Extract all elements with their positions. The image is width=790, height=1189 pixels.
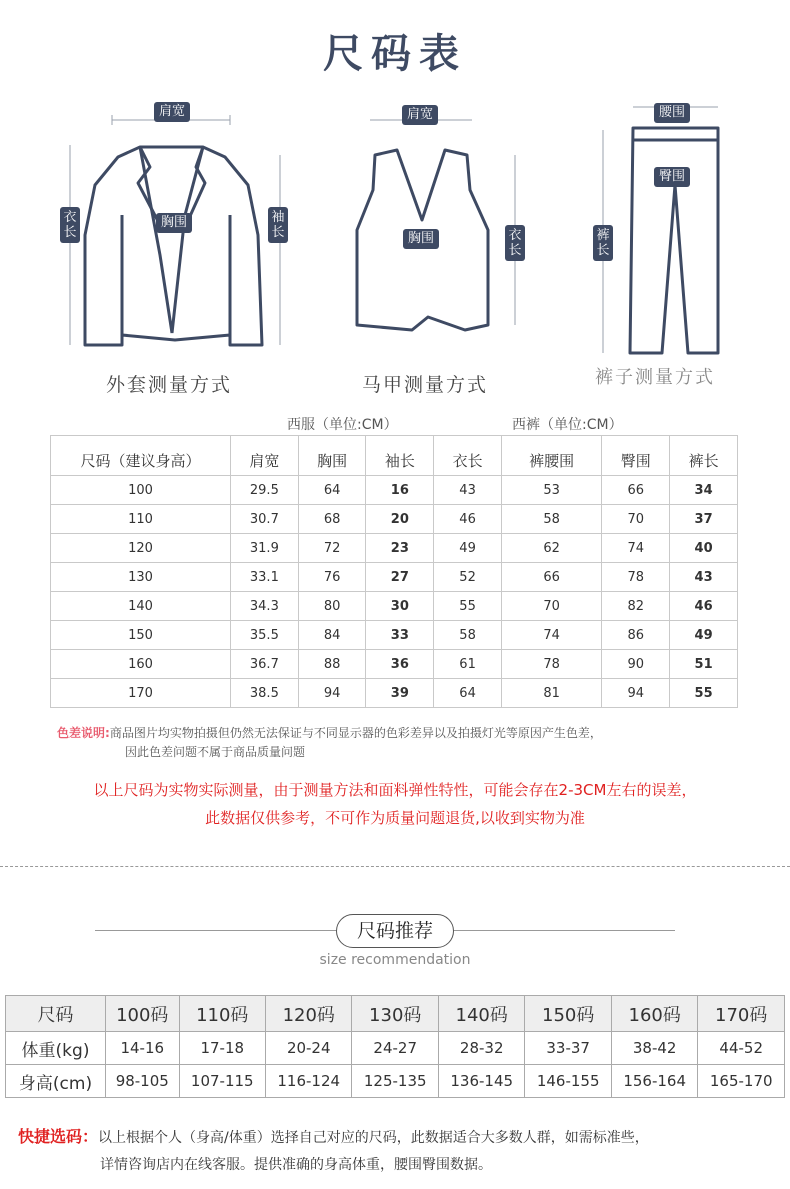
- jacket-chest-tag: 胸围: [156, 213, 192, 233]
- table-cell: 110: [51, 505, 231, 534]
- table-cell: 27: [366, 563, 434, 592]
- table-cell: 120码: [266, 996, 352, 1032]
- table-cell: 28-32: [438, 1032, 524, 1065]
- table-cell: 30.7: [231, 505, 299, 534]
- table-cell: 34: [670, 476, 738, 505]
- table-cell: 70: [501, 592, 602, 621]
- quick-label: 快捷选码：: [18, 1127, 99, 1146]
- table-cell: 110码: [179, 996, 265, 1032]
- table-cell: 17-18: [179, 1032, 265, 1065]
- suit-unit-note: 西服（单位:CM）: [287, 417, 398, 433]
- table-cell: 58: [434, 621, 502, 650]
- vest-chest-tag: 胸围: [403, 229, 439, 249]
- quick-line1: 以上根据个人（身高/体重）选择自己对应的尺码，此数据适合大多数人群，如需标准些，: [98, 1130, 649, 1146]
- table-cell: 20: [366, 505, 434, 534]
- table-cell: 33.1: [231, 563, 299, 592]
- table-cell: 72: [298, 534, 366, 563]
- garment-illustrations: [0, 95, 790, 395]
- table-cell: 170码: [698, 996, 785, 1032]
- pants-length-tag: 裤长: [593, 225, 613, 261]
- table-cell: 107-115: [179, 1065, 265, 1098]
- table-cell: 146-155: [525, 1065, 611, 1098]
- table-cell: 100码: [106, 996, 180, 1032]
- table-cell: 90: [602, 650, 670, 679]
- measurement-disclaimer: [0, 776, 790, 832]
- table-cell: 170: [51, 679, 231, 708]
- table-cell: 39: [366, 679, 434, 708]
- table-cell: 体重(kg): [6, 1032, 106, 1065]
- disclaimer-line2: 此数据仅供参考，不可作为质量问题退货,以收到实物为准: [205, 809, 585, 827]
- table-cell: 74: [602, 534, 670, 563]
- size-table: [50, 435, 738, 708]
- table-cell: 52: [434, 563, 502, 592]
- table-cell: 66: [602, 476, 670, 505]
- table-row: [51, 476, 738, 505]
- table-cell: 38-42: [611, 1032, 697, 1065]
- table-cell: 38.5: [231, 679, 299, 708]
- header-cell: 袖长: [366, 436, 434, 476]
- jacket-shoulder-tag: 肩宽: [154, 102, 190, 122]
- table-cell: 66: [501, 563, 602, 592]
- table-cell: 16: [366, 476, 434, 505]
- table-cell: 43: [670, 563, 738, 592]
- quick-size-note: [18, 1123, 778, 1179]
- jacket-length-tag: 衣长: [60, 207, 80, 243]
- table-cell: 140码: [438, 996, 524, 1032]
- table-cell: 51: [670, 650, 738, 679]
- table-cell: 125-135: [352, 1065, 438, 1098]
- recommend-title: 尺码推荐: [336, 914, 454, 948]
- color-difference-note: [57, 724, 737, 762]
- table-cell: 49: [670, 621, 738, 650]
- table-cell: 140: [51, 592, 231, 621]
- recommend-table: [5, 995, 785, 1098]
- page-title: 尺码表: [323, 31, 467, 77]
- table-cell: 64: [298, 476, 366, 505]
- table-cell: 84: [298, 621, 366, 650]
- table-cell: 160: [51, 650, 231, 679]
- table-row: [51, 563, 738, 592]
- table-cell: 76: [298, 563, 366, 592]
- section-divider: [0, 866, 790, 867]
- table-cell: 130: [51, 563, 231, 592]
- table-cell: 100: [51, 476, 231, 505]
- pants-unit-note: 西裤（单位:CM）: [512, 417, 623, 433]
- header-cell: 裤腰围: [501, 436, 602, 476]
- measurement-diagrams: [0, 95, 790, 395]
- table-cell: 150: [51, 621, 231, 650]
- table-cell: 165-170: [698, 1065, 785, 1098]
- table-cell: 29.5: [231, 476, 299, 505]
- table-cell: 58: [501, 505, 602, 534]
- table-cell: 46: [434, 505, 502, 534]
- header-cell: 肩宽: [231, 436, 299, 476]
- table-row: [51, 592, 738, 621]
- table-cell: 156-164: [611, 1065, 697, 1098]
- table-cell: 70: [602, 505, 670, 534]
- header-cell: 臀围: [602, 436, 670, 476]
- table-row: [51, 650, 738, 679]
- header-cell: 胸围: [298, 436, 366, 476]
- pants-caption: 裤子测量方式: [595, 367, 715, 388]
- table-cell: 160码: [611, 996, 697, 1032]
- table-row: [51, 505, 738, 534]
- table-cell: 68: [298, 505, 366, 534]
- table-cell: 35.5: [231, 621, 299, 650]
- table-cell: 55: [670, 679, 738, 708]
- table-cell: 120: [51, 534, 231, 563]
- table-cell: 14-16: [106, 1032, 180, 1065]
- color-note-line1: 商品图片均实物拍摄但仍然无法保证与不同显示器的色彩差异以及拍摄灯光等原因产生色差，: [109, 726, 602, 740]
- table-cell: 53: [501, 476, 602, 505]
- table-cell: 37: [670, 505, 738, 534]
- vest-length-tag: 衣长: [505, 225, 525, 261]
- table-cell: 150码: [525, 996, 611, 1032]
- disclaimer-line1: 以上尺码为实物实际测量，由于测量方法和面料弹性特性，可能会存在2-3CM左右的误差，: [93, 781, 697, 799]
- table-cell: 36.7: [231, 650, 299, 679]
- table-row: [6, 1065, 785, 1098]
- table-cell: 身高(cm): [6, 1065, 106, 1098]
- table-cell: 81: [501, 679, 602, 708]
- table-cell: 80: [298, 592, 366, 621]
- header-cell: 衣长: [434, 436, 502, 476]
- recommend-subtitle: size recommendation: [319, 952, 471, 968]
- pants-outline: [630, 128, 718, 353]
- table-cell: 46: [670, 592, 738, 621]
- table-cell: 40: [670, 534, 738, 563]
- table-cell: 78: [602, 563, 670, 592]
- table-cell: 88: [298, 650, 366, 679]
- table-cell: 33-37: [525, 1032, 611, 1065]
- table-row: [6, 1032, 785, 1065]
- pants-hip-tag: 臀围: [654, 167, 690, 187]
- pants-waist-tag: 腰围: [654, 103, 690, 123]
- size-table-header: [51, 436, 738, 476]
- table-cell: 31.9: [231, 534, 299, 563]
- table-cell: 98-105: [106, 1065, 180, 1098]
- table-cell: 尺码: [6, 996, 106, 1032]
- table-cell: 116-124: [266, 1065, 352, 1098]
- table-cell: 64: [434, 679, 502, 708]
- table-cell: 34.3: [231, 592, 299, 621]
- table-cell: 86: [602, 621, 670, 650]
- jacket-caption: 外套测量方式: [106, 374, 233, 396]
- table-cell: 82: [602, 592, 670, 621]
- table-cell: 49: [434, 534, 502, 563]
- table-cell: 78: [501, 650, 602, 679]
- table-cell: 33: [366, 621, 434, 650]
- table-row: [6, 996, 785, 1032]
- table-cell: 130码: [352, 996, 438, 1032]
- jacket-sleeve-tag: 袖长: [268, 207, 288, 243]
- vest-shoulder-tag: 肩宽: [402, 105, 438, 125]
- table-cell: 94: [602, 679, 670, 708]
- header-cell: 裤长: [670, 436, 738, 476]
- quick-line2: 详情咨询店内在线客服。提供准确的身高体重，腰围臀围数据。: [100, 1157, 492, 1173]
- table-cell: 55: [434, 592, 502, 621]
- header-cell: 尺码（建议身高）: [51, 436, 231, 476]
- table-row: [51, 621, 738, 650]
- color-note-label: 色差说明:: [57, 726, 110, 740]
- table-cell: 44-52: [698, 1032, 785, 1065]
- table-cell: 94: [298, 679, 366, 708]
- color-note-line2: 因此色差问题不属于商品质量问题: [125, 745, 306, 759]
- table-cell: 43: [434, 476, 502, 505]
- table-cell: 20-24: [266, 1032, 352, 1065]
- vest-caption: 马甲测量方式: [362, 374, 489, 396]
- table-cell: 61: [434, 650, 502, 679]
- table-cell: 36: [366, 650, 434, 679]
- table-cell: 30: [366, 592, 434, 621]
- table-cell: 136-145: [438, 1065, 524, 1098]
- table-cell: 74: [501, 621, 602, 650]
- table-cell: 62: [501, 534, 602, 563]
- table-cell: 24-27: [352, 1032, 438, 1065]
- table-cell: 23: [366, 534, 434, 563]
- table-row: [51, 679, 738, 708]
- table-row: [51, 534, 738, 563]
